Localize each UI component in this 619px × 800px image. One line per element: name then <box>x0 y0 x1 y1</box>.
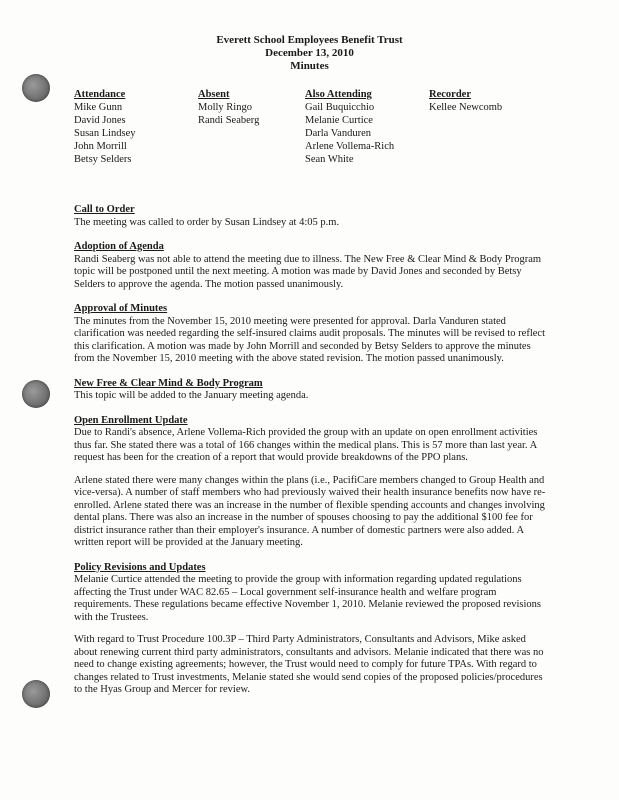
attendee-name: David Jones <box>74 115 126 126</box>
guest-name: Melanie Curtice <box>305 115 373 126</box>
section-policy-revisions <box>74 562 550 697</box>
guest-name: Gail Buquicchio <box>305 102 375 113</box>
section-open-enrollment <box>74 415 550 550</box>
binder-hole-middle <box>22 380 50 408</box>
attendance-heading: Attendance <box>74 89 126 100</box>
meeting-date: December 13, 2010 <box>265 47 354 59</box>
section-title: New Free & Clear Mind & Body Program <box>74 377 263 389</box>
section-call-to-order <box>74 204 550 229</box>
recorder-heading: Recorder <box>429 89 471 100</box>
organization-title: Everett School Employees Benefit Trust <box>216 34 403 46</box>
guest-name: Darla Vanduren <box>305 128 371 139</box>
guest-name: Sean White <box>305 154 354 165</box>
section-paragraph: Randi Seaberg was not able to attend the meeting due to illness. The New Free & Clear Mind & Body Program topic will be postponed until the next meeting. A motion was made by David Jones and seconded by Betsy Selders to approve the agenda. The motion passed unanimously. <box>74 253 542 290</box>
minutes-body <box>74 204 550 709</box>
attendee-name: Betsy Selders <box>74 154 132 165</box>
also-attending-column <box>305 88 394 166</box>
section-approval-of-minutes <box>74 303 550 366</box>
attendance-column <box>74 88 136 166</box>
absent-name: Randi Seaberg <box>198 115 260 126</box>
section-title: Adoption of Agenda <box>74 241 164 252</box>
binder-hole-bottom <box>22 680 50 708</box>
section-mind-body-program <box>74 378 550 403</box>
absent-column <box>198 88 259 127</box>
section-paragraph: Due to Randi's absence, Arlene Vollema-Rich provided the group with an update on open enrollment activities thus far. She stated there was a total of 166 changes within the medical plans. This is 57 more than last year. A request has been for the creation of a report that would provide breakdowns of the PPO plans. <box>74 427 538 463</box>
also-attending-heading: Also Attending <box>305 89 372 100</box>
section-title: Policy Revisions and Updates <box>74 561 206 573</box>
binder-hole-top <box>22 74 50 102</box>
section-paragraph: This topic will be added to the January meeting agenda. <box>74 390 309 401</box>
absent-name: Molly Ringo <box>198 102 252 113</box>
section-paragraph: Arlene stated there were many changes within the plans (i.e., PacifiCare members changed to Group Health and vice-versa). A number of staff members who had previously waived their health insurance benefits now have re-enrolled. Arlene stated there was an increase in the number of flexible spending accounts and changes involving dental plans. There was also an increase in the number of spouses choosing to pay the additional $100 fee for district insurance rather than their employer's insurance. A number of domestic partners were also added. A written report will be provided at the January meeting. <box>74 474 546 548</box>
section-paragraph: The minutes from the November 15, 2010 meeting were presented for approval. Darla Vanduren stated clarification was needed regarding the self-insured claims audit proposals. The minutes will be revised to reflect this clarification. A motion was made by John Morrill and seconded by Betsy Selders to approve the minutes from the November 15, 2010 meeting with the above stated revision. The motion passed unanimously. <box>74 315 545 364</box>
section-title: Call to Order <box>74 204 135 215</box>
section-paragraph: With regard to Trust Procedure 100.3P – Third Party Administrators, Consultants and Advisors, Mike asked about renewing current third party administrators, consultants and advisors. Melanie indicated that there was no need to change existing agreements; however, the Trust would need to comply for future TPAs. With regard to changes related to Trust investments, Melanie stated she would send copies of the proposed policies/procedures to the Hyas Group and Mercer for review. <box>74 634 544 695</box>
attendee-name: Mike Gunn <box>74 102 123 113</box>
section-title: Open Enrollment Update <box>74 414 188 426</box>
absent-heading: Absent <box>198 89 230 100</box>
section-adoption-of-agenda <box>74 241 550 291</box>
attendee-name: John Morrill <box>74 141 127 152</box>
document-type: Minutes <box>290 60 329 72</box>
guest-name: Arlene Vollema-Rich <box>305 141 395 152</box>
attendee-name: Susan Lindsey <box>74 128 136 139</box>
section-paragraph: The meeting was called to order by Susan Lindsey at 4:05 p.m. <box>74 216 340 228</box>
document-header <box>0 34 619 73</box>
section-title: Approval of Minutes <box>74 303 168 314</box>
recorder-name: Kellee Newcomb <box>429 102 503 113</box>
recorder-column <box>429 88 502 114</box>
section-paragraph: Melanie Curtice attended the meeting to provide the group with information regarding updated regulations affecting the Trust under WAC 82.65 – Local government self-insurance health and welfare program requirements. These regulations became effective November 1, 2010. Melanie reviewed the proposed revisions with the Trustees. <box>74 574 541 623</box>
